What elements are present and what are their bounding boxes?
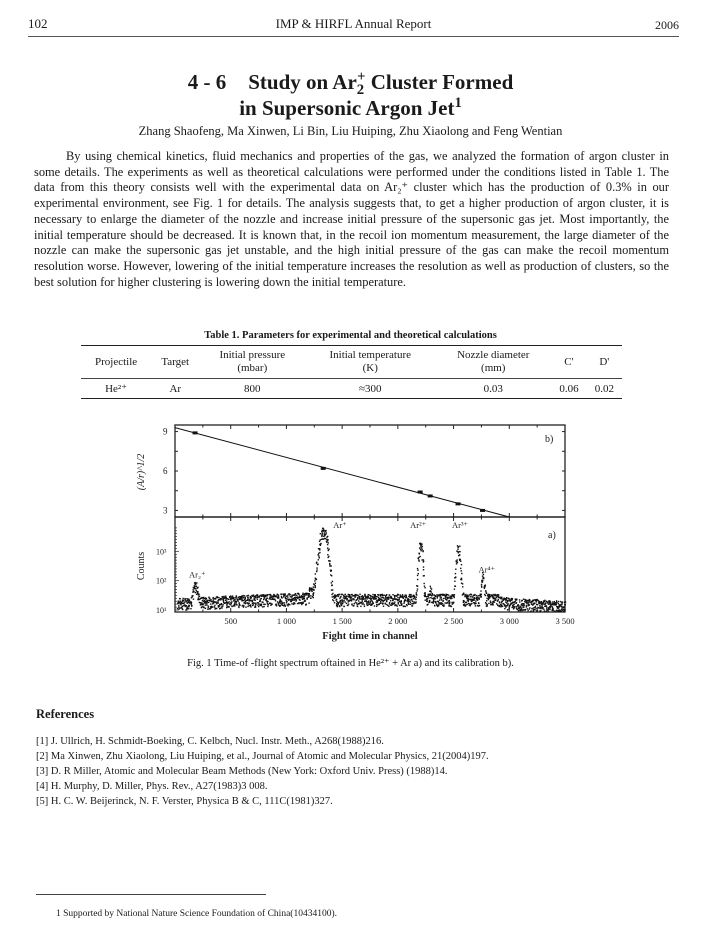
header-unit: (mbar) (237, 362, 268, 374)
cell-d: 0.02 (587, 379, 622, 399)
svg-text:Ar₂⁺: Ar₂⁺ (189, 569, 206, 580)
references-heading: References (36, 707, 95, 721)
svg-text:Ar³⁺: Ar³⁺ (452, 520, 469, 530)
header-text: C' (564, 355, 574, 368)
svg-text:2 000: 2 000 (388, 616, 408, 626)
subscript: 2 (356, 82, 365, 99)
table-caption: Table 1. Parameters for experimental and theoretical calculations (204, 330, 497, 341)
header-text: Initial pressure (219, 349, 286, 361)
cell-pressure: 800 (199, 379, 305, 399)
table-header-row (81, 346, 622, 379)
y-axis-label-b: (A/r)^1/2 (136, 453, 147, 491)
panel-b-label: b) (545, 434, 554, 445)
article-number: 4 - 6 (187, 70, 227, 94)
header-text: Initial temperature (329, 349, 412, 361)
y-axis-label-a: Counts (136, 551, 147, 581)
running-header (28, 14, 679, 37)
cell-target: Ar (151, 379, 199, 399)
article-title-line2 (0, 90, 701, 121)
reference-item: [4] H. Murphy, D. Miller, Phys. Rev., A27(1983)3 008. (36, 781, 268, 792)
x-axis-label: Fight time in channel (322, 631, 418, 642)
superscript: + (357, 69, 366, 85)
footnote: 1 Supported by National Nature Science Foundation of China(10434100). (56, 909, 337, 919)
svg-text:10¹: 10¹ (156, 606, 167, 615)
footnote-divider (36, 894, 266, 895)
header-unit: (K) (362, 362, 378, 374)
svg-text:500: 500 (224, 616, 238, 626)
abstract (34, 149, 669, 290)
panel-a-label: a) (548, 530, 556, 541)
header-text: D' (599, 355, 610, 368)
svg-text:Ar²⁺: Ar²⁺ (410, 520, 427, 530)
cell-nozzle: 0.03 (435, 379, 551, 399)
col-projectile (81, 346, 151, 379)
col-initial-temperature (305, 346, 435, 379)
figure-1 (130, 420, 580, 645)
svg-text:2 500: 2 500 (444, 616, 464, 626)
svg-text:1 000: 1 000 (276, 616, 296, 626)
svg-text:10²: 10² (156, 576, 167, 586)
col-c (551, 346, 586, 379)
svg-text:3 500: 3 500 (555, 616, 575, 626)
col-target (151, 346, 199, 379)
reference-item: [5] H. C. W. Beijerinck, N. F. Verster, Physica B & C, 111C(1981)327. (36, 796, 333, 807)
reference-item: [3] D. R Miller, Atomic and Molecular Beam Methods (New York: Oxford Univ. Press) (1988)14. (36, 766, 448, 777)
col-initial-pressure (199, 346, 305, 379)
svg-text:10³: 10³ (156, 547, 167, 557)
header-unit: (mm) (481, 362, 506, 374)
reference-item: [2] Ma Xinwen, Zhu Xiaolong, Liu Huiping, et al., Journal of Atomic and Molecular Physics, 21(2004)197. (36, 751, 489, 762)
authors: Zhang Shaofeng, Ma Xinwen, Li Bin, Liu Huiping, Zhu Xiaolong and Feng Wentian (138, 124, 563, 138)
svg-text:1 500: 1 500 (332, 616, 352, 626)
references-list (36, 734, 489, 809)
journal-name: IMP & HIRFL Annual Report (275, 16, 432, 31)
svg-text:3 000: 3 000 (499, 616, 519, 626)
title-text: Study on Ar (248, 70, 357, 94)
svg-text:3: 3 (163, 505, 168, 516)
reference-item: [1] J. Ullrich, H. Schmidt-Boeking, C. Kelbch, Nucl. Instr. Meth., A268(1988)216. (36, 736, 384, 747)
table-row (81, 379, 622, 399)
svg-text:Ar⁴⁺: Ar⁴⁺ (478, 564, 495, 575)
report-year: 2006 (655, 18, 679, 32)
header-text: Nozzle diameter (457, 349, 530, 361)
title-text: in Supersonic Argon Jet (239, 96, 455, 120)
col-d (587, 346, 622, 379)
title-text: Cluster Formed (365, 70, 514, 94)
figure-caption: Fig. 1 Time-of -flight spectrum oftained in He²⁺ + Ar a) and its calibration b). (187, 658, 514, 669)
cell-projectile: He²⁺ (81, 379, 151, 399)
svg-text:Ar⁺: Ar⁺ (333, 520, 347, 530)
parameters-table (81, 345, 622, 399)
cell-c: 0.06 (551, 379, 586, 399)
tof-spectrum-chart (130, 420, 580, 645)
col-nozzle-diameter (435, 346, 551, 379)
svg-text:9: 9 (163, 426, 168, 437)
cell-temperature: ≈300 (305, 379, 435, 399)
header-text: Projectile (94, 355, 138, 368)
abstract-text: By using chemical kinetics, fluid mechanics and properties of the gas, we analyzed the formation of argon cluster in some details. The experiments as well as theoretical calculations were performed under the conditions listed in Table 1. The data from this theory consists well with the experimental data on Ar₂⁺ cluster which has the production of 0.3% in our experimental environment, see Fig. 1 for details. The analysis suggests that, to get a higher production of argon cluster, it is necessary to enlarge the diameter of the nozzle and increase initial pressure of the supersonic gas jet. Most importantly, the initial temperature should be decreased. It is known that, in the recoil ion momentum measurement, the large diameter of the nozzle can make the supersonic gas jet unstable, and the high initial pressure of the gas can make the recoil momentum resolution worse. However, lowering of the initial temperature increases the resolution as well as production of clusters, so the best solution for higher clustering is lowering down the initial temperature. (34, 149, 669, 289)
footnote-mark: 1 (454, 95, 462, 111)
svg-text:6: 6 (163, 466, 168, 476)
page-number: 102 (28, 16, 48, 31)
header-text: Target (161, 355, 190, 368)
